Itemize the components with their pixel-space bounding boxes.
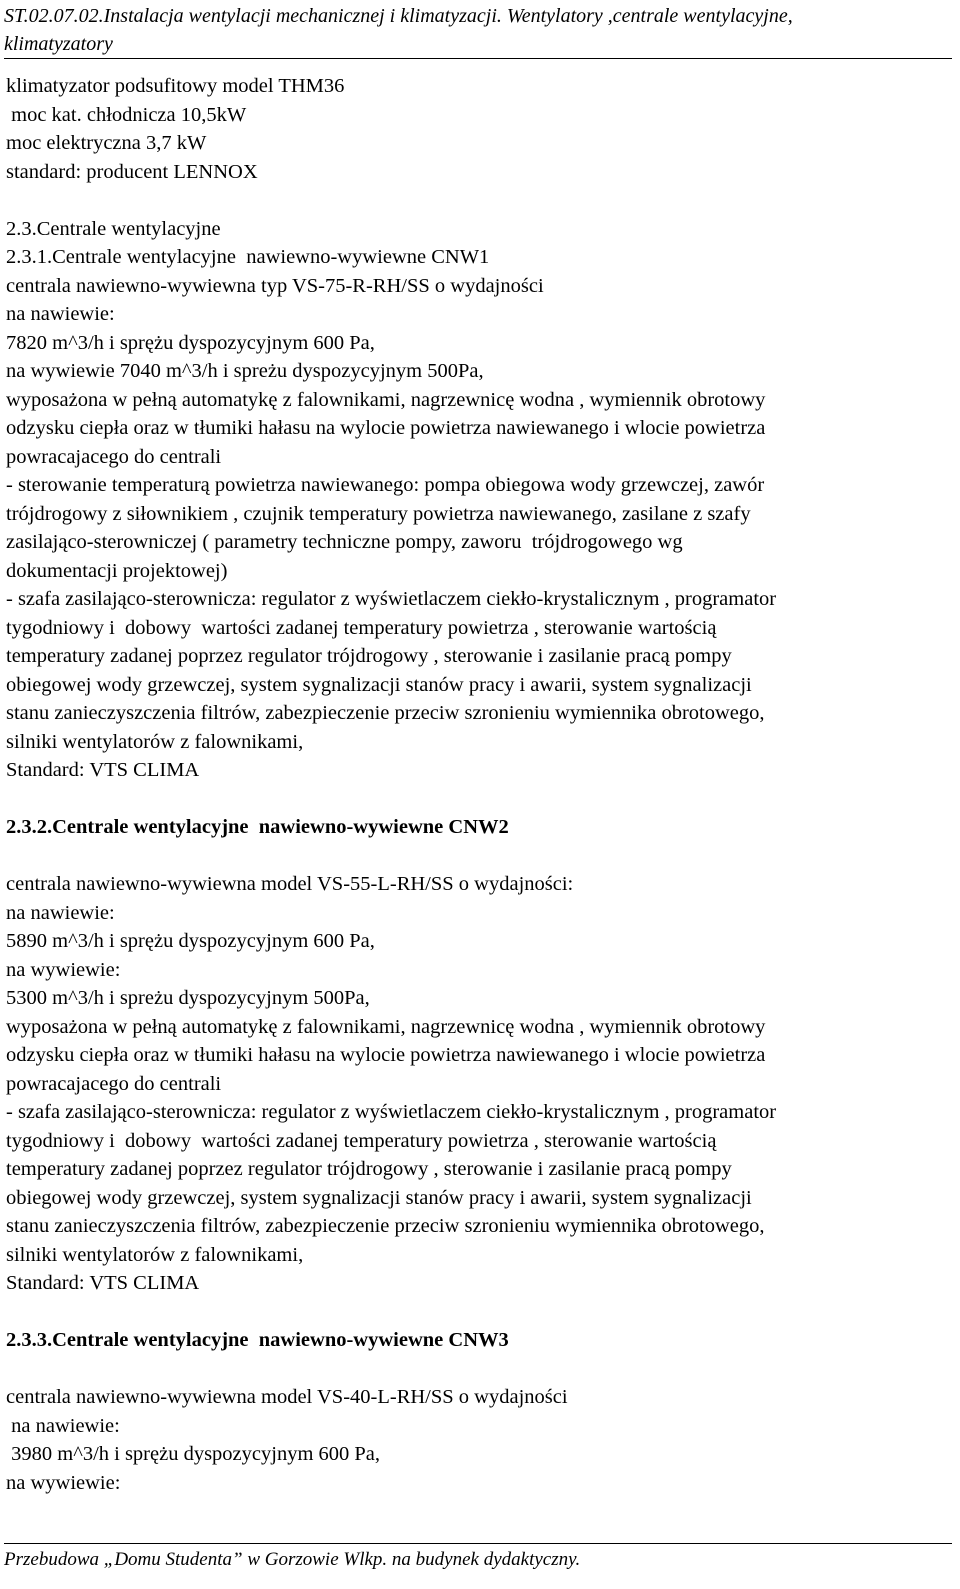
text-line: temperatury zadanej poprzez regulator trójdrogowy , sterowanie i zasilanie pracą pompy — [6, 1158, 732, 1180]
text-line: standard: producent LENNOX — [6, 160, 258, 183]
text-line: - sterowanie temperaturą powietrza nawiewanego: pompa obiegowa wody grzewczej, zawór — [6, 474, 765, 496]
text-line: obiegowej wody grzewczej, system sygnalizacji stanów pracy i awarii, system sygnalizacji — [6, 1186, 752, 1209]
text-line: 7820 m^3/h i sprężu dyspozycyjnym 600 Pa, — [6, 331, 375, 354]
text-line: stanu zanieczyszczenia filtrów, zabezpieczenie przeciw szronieniu wymiennika obrotowego, — [6, 702, 765, 724]
document-body — [6, 72, 956, 1497]
cnw3-spec — [6, 1383, 956, 1497]
text-line: trójdrogowy z siłownikiem , czujnik temperatury powietrza nawiewanego, zasilane z szafy — [6, 502, 751, 525]
header-line-2: klimatyzatory — [4, 33, 113, 55]
text-line: wyposażona w pełną automatykę z falownikami, nagrzewnicę wodna , wymiennik obrotowy — [6, 1015, 766, 1038]
text-line: dokumentacji projektowej) — [6, 559, 228, 582]
text-line: centrala nawiewno-wywiewna typ VS-75-R-RH/SS o wydajności — [6, 274, 544, 297]
text-line: moc elektryczna 3,7 kW — [6, 132, 207, 154]
text-line: moc kat. chłodnicza 10,5kW — [6, 103, 247, 126]
text-line: na wywiewie: — [6, 1471, 121, 1494]
spacer — [6, 1355, 956, 1384]
text-line: odzysku ciepła oraz w tłumiki hałasu na wylocie powietrza nawiewanego i wlocie powietrza — [6, 417, 766, 439]
page-footer: Przebudowa „Domu Studenta” w Gorzowie Wlkp. na budynek dydaktyczny. — [4, 1549, 581, 1570]
spacer — [6, 842, 956, 871]
text-line: 5890 m^3/h i sprężu dyspozycyjnym 600 Pa, — [6, 930, 375, 952]
header-line-1: ST.02.07.02.Instalacja wentylacji mechanicznej i klimatyzacji. Wentylatory ,centrale wentylacyjne, — [4, 5, 793, 27]
text-line: Standard: VTS CLIMA — [6, 1272, 200, 1294]
text-line: zasilająco-sterowniczej ( parametry techniczne pompy, zaworu trójdrogowego wg — [6, 531, 683, 553]
text-line: 5300 m^3/h i spreżu dyspozycyjnym 500Pa, — [6, 987, 370, 1009]
thm36-spec — [6, 72, 956, 186]
text-line: na nawiewie: — [6, 901, 115, 924]
text-line: powracajacego do centrali — [6, 1072, 222, 1095]
text-line: tygodniowy i dobowy wartości zadanej temperatury powietrza , sterowanie wartością — [6, 616, 717, 639]
spacer — [6, 1298, 956, 1327]
text-line: - szafa zasilająco-sterownicza: regulator z wyświetlaczem ciekło-krystalicznym , programator — [6, 588, 777, 610]
text-line: klimatyzator podsufitowy model THM36 — [6, 75, 345, 97]
text-line: na wywiewie 7040 m^3/h i spreżu dyspozycyjnym 500Pa, — [6, 360, 484, 382]
text-line: silniki wentylatorów z falownikami, — [6, 1243, 304, 1266]
spacer — [6, 186, 956, 215]
page-header — [4, 2, 954, 58]
text-line: stanu zanieczyszczenia filtrów, zabezpieczenie przeciw szronieniu wymiennika obrotowego, — [6, 1215, 765, 1237]
text-line: obiegowej wody grzewczej, system sygnalizacji stanów pracy i awarii, system sygnalizacji — [6, 673, 752, 696]
text-line: tygodniowy i dobowy wartości zadanej temperatury powietrza , sterowanie wartością — [6, 1129, 717, 1152]
text-line: silniki wentylatorów z falownikami, — [6, 730, 304, 753]
section-heading-2-3-3: 2.3.3.Centrale wentylacyjne nawiewno-wywiewne CNW3 — [6, 1329, 509, 1351]
text-line: temperatury zadanej poprzez regulator trójdrogowy , sterowanie i zasilanie pracą pompy — [6, 645, 732, 667]
text-line: - szafa zasilająco-sterownicza: regulator z wyświetlaczem ciekło-krystalicznym , programator — [6, 1101, 777, 1123]
spacer — [6, 785, 956, 814]
section-heading-2-3: 2.3.Centrale wentylacyjne — [6, 217, 221, 240]
text-line: 3980 m^3/h i sprężu dyspozycyjnym 600 Pa, — [6, 1443, 381, 1465]
text-line: Standard: VTS CLIMA — [6, 759, 200, 781]
cnw2-spec — [6, 870, 956, 1298]
text-line: centrala nawiewno-wywiewna model VS-40-L-RH/SS o wydajności — [6, 1386, 568, 1408]
footer-rule — [4, 1543, 952, 1544]
section-heading-2-3-1: 2.3.1.Centrale wentylacyjne nawiewno-wywiewne CNW1 — [6, 246, 490, 268]
cnw1-spec — [6, 272, 956, 785]
text-line: na nawiewie: — [6, 1414, 120, 1437]
section-heading-2-3-2: 2.3.2.Centrale wentylacyjne nawiewno-wywiewne CNW2 — [6, 816, 509, 838]
text-line: powracajacego do centrali — [6, 445, 222, 468]
header-rule — [4, 58, 952, 59]
text-line: na wywiewie: — [6, 958, 121, 981]
text-line: odzysku ciepła oraz w tłumiki hałasu na wylocie powietrza nawiewanego i wlocie powietrza — [6, 1044, 766, 1066]
text-line: na nawiewie: — [6, 303, 115, 325]
text-line: centrala nawiewno-wywiewna model VS-55-L-RH/SS o wydajności: — [6, 873, 574, 895]
text-line: wyposażona w pełną automatykę z falownikami, nagrzewnicę wodna , wymiennik obrotowy — [6, 388, 766, 411]
